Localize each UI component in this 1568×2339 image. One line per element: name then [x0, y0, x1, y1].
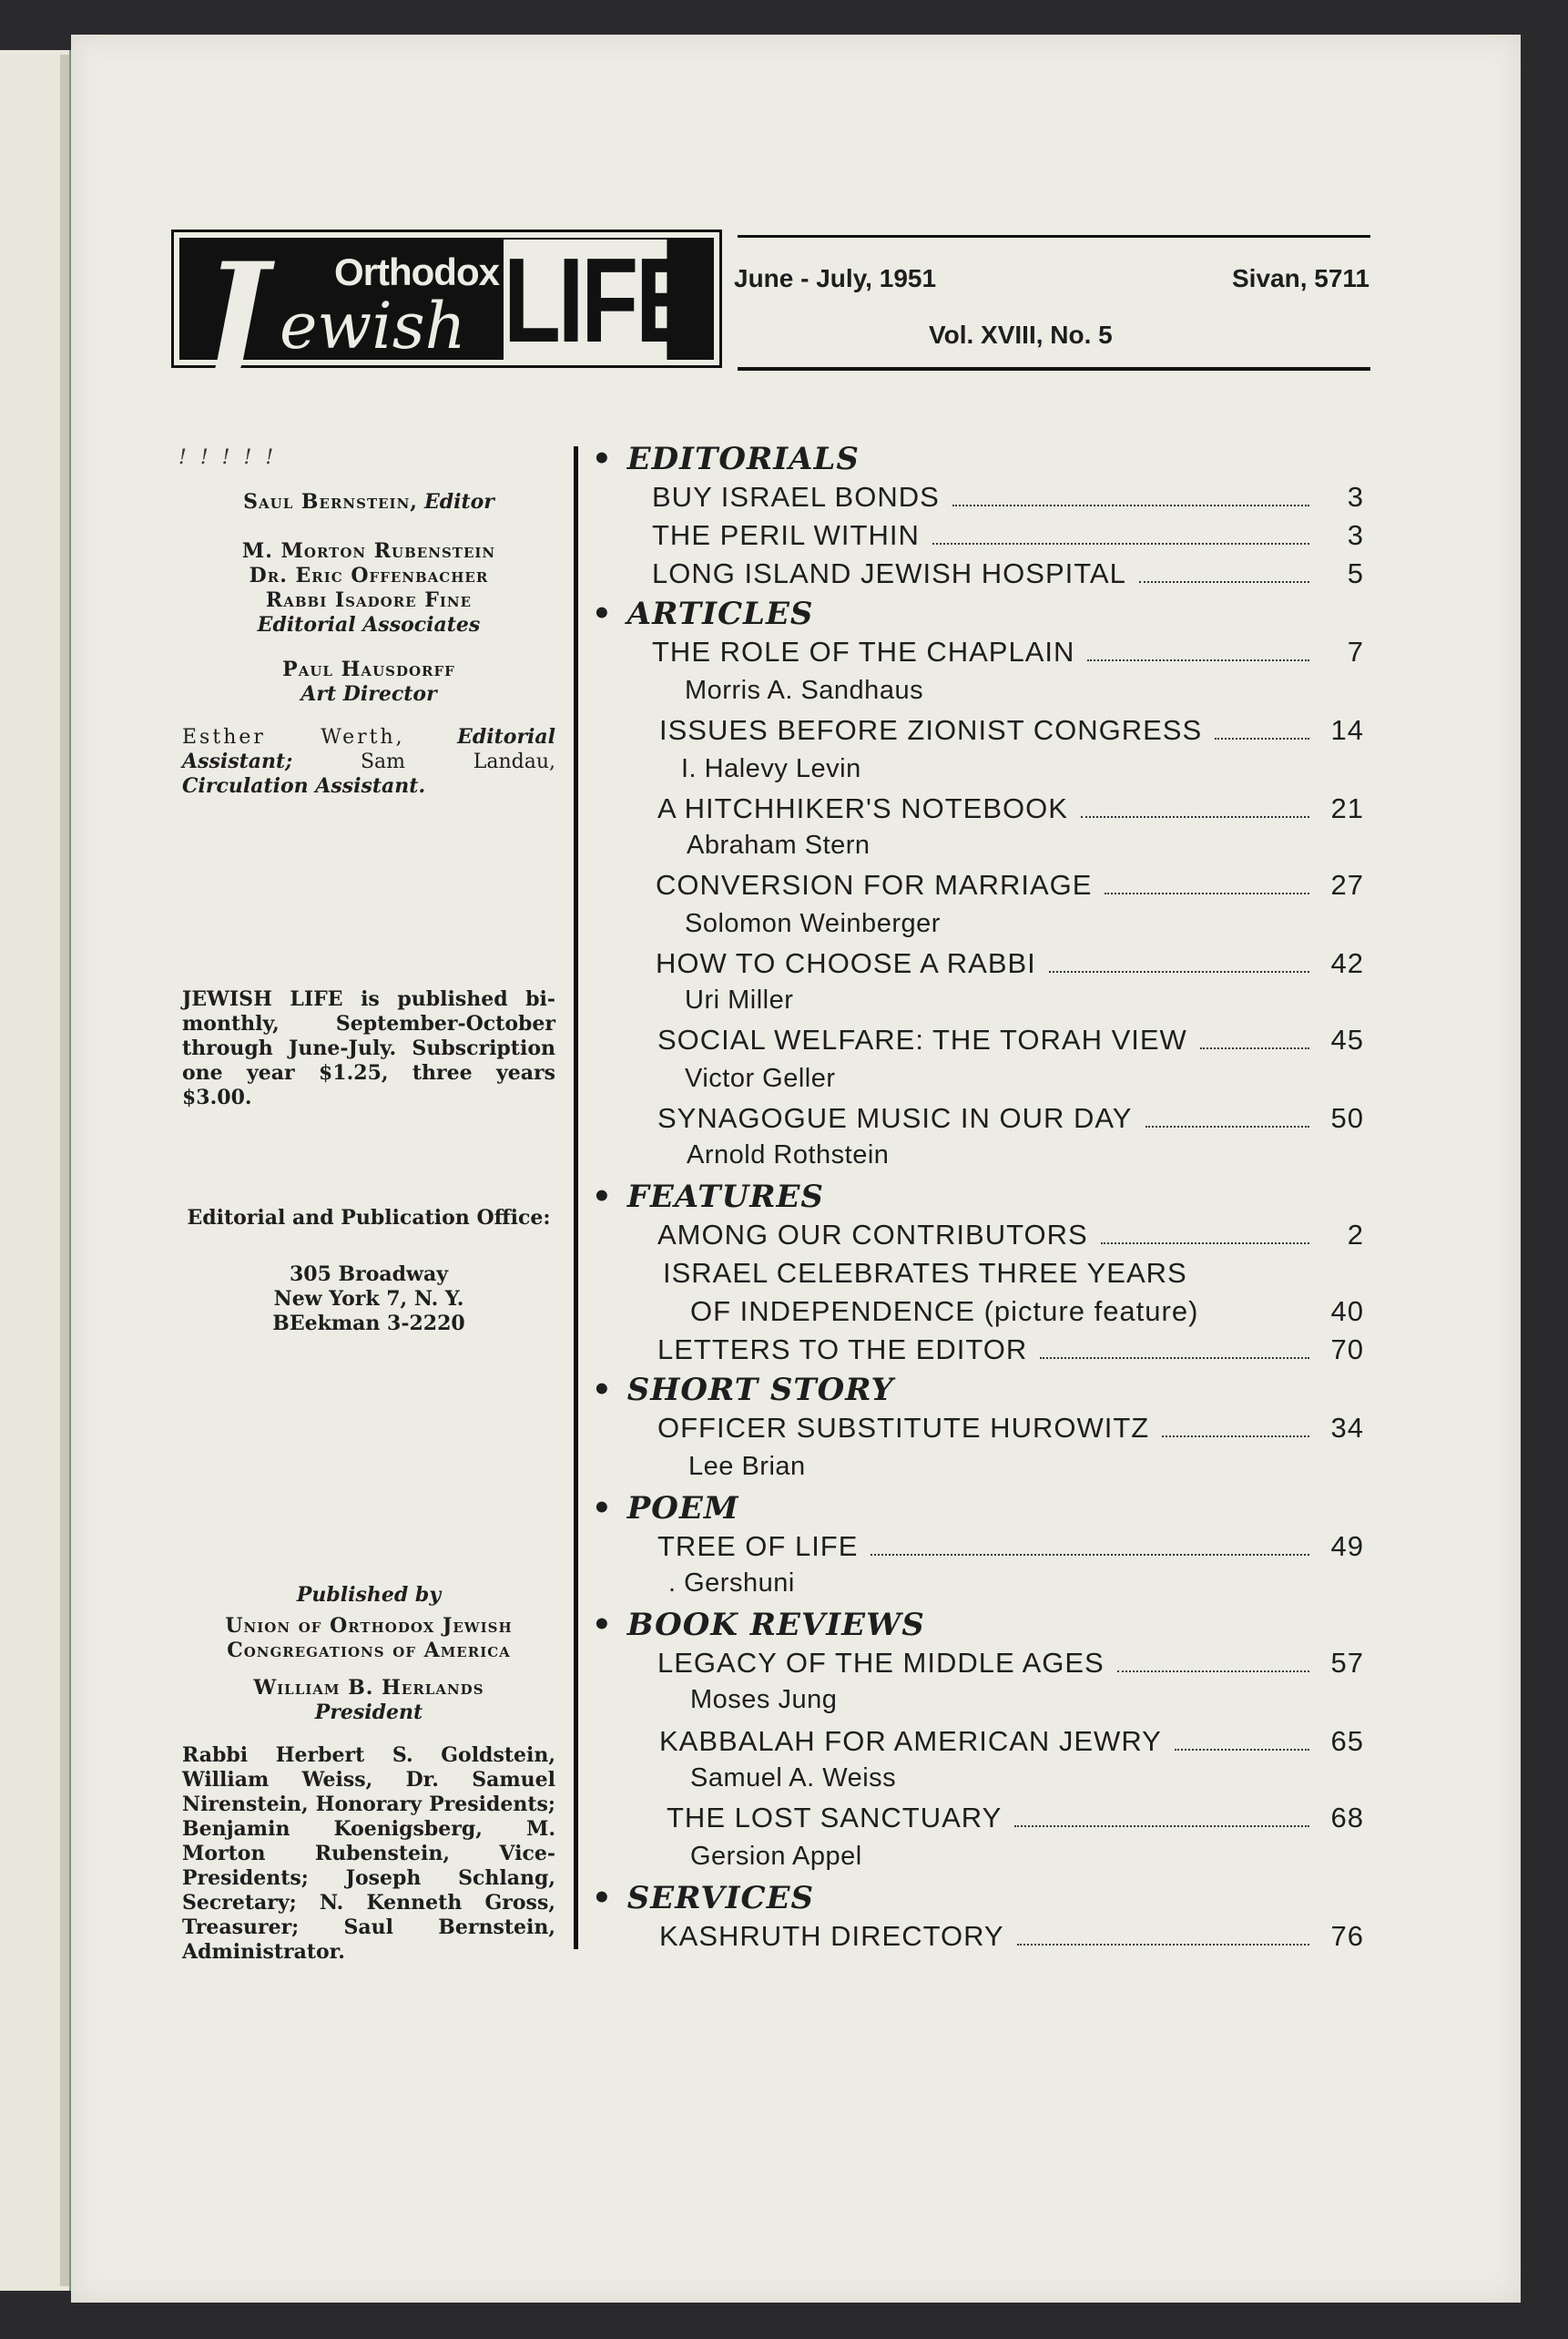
- org-line: Union of Orthodox Jewish: [225, 1614, 513, 1638]
- assistant-name: Esther Werth,: [182, 726, 405, 749]
- toc-item: AMONG OUR CONTRIBUTORS 2: [657, 1219, 1364, 1251]
- section-editorials: • EDITORIALS: [592, 441, 860, 477]
- published-by: Published by: [296, 1583, 442, 1607]
- associate-name: Dr. Eric Offenbacher: [249, 564, 489, 587]
- office-title: Editorial and Publication Office:: [187, 1206, 551, 1230]
- toc-item: OF INDEPENDENCE (picture feature) 40: [690, 1295, 1364, 1327]
- section-articles: • ARTICLES: [592, 596, 814, 632]
- organization-name: [182, 1614, 555, 1663]
- editor-credit: [182, 490, 555, 515]
- editor-name: Saul Bernstein,: [243, 490, 418, 514]
- toc-author: Moses Jung: [690, 1685, 838, 1714]
- toc-item: OFFICER SUBSTITUTE HUROWITZ 34: [657, 1412, 1364, 1444]
- assistant-name: Sam Landau,: [360, 751, 555, 773]
- toc-item: THE ROLE OF THE CHAPLAIN 7: [652, 636, 1364, 668]
- toc-author: Victor Geller: [685, 1064, 836, 1093]
- section-label: SERVICES: [626, 1880, 815, 1916]
- toc-author: Gersion Appel: [690, 1842, 862, 1871]
- org-line: Congregations of America: [227, 1639, 511, 1662]
- volume-number: Vol. XVIII, No. 5: [929, 321, 1113, 349]
- toc-author: Samuel A. Weiss: [690, 1763, 897, 1793]
- toc-item: ISSUES BEFORE ZIONIST CONGRESS 14: [659, 714, 1364, 746]
- assistant-role: Circulation Assistant.: [182, 774, 426, 798]
- toc-item: HOW TO CHOOSE A RABBI 42: [656, 947, 1364, 979]
- issue-date: June - July, 1951: [734, 264, 937, 292]
- section-features: • FEATURES: [592, 1179, 824, 1215]
- president-credit: [182, 1676, 555, 1725]
- office-line: New York 7, N. Y.: [273, 1287, 464, 1311]
- toc-author: Solomon Weinberger: [685, 909, 941, 938]
- toc-item: SYNAGOGUE MUSIC IN OUR DAY 50: [657, 1102, 1364, 1134]
- hebrew-date: Sivan, 5711: [1231, 264, 1369, 292]
- art-director-credit: [182, 658, 555, 707]
- editorial-associates: [182, 539, 555, 638]
- office-line: BEekman 3-2220: [272, 1312, 465, 1335]
- office-line: 305 Broadway: [289, 1262, 449, 1286]
- editor-role: Editor: [423, 490, 494, 514]
- logo-initial: J: [203, 233, 268, 393]
- section-label: BOOK REVIEWS: [626, 1607, 925, 1643]
- logo-orthodox: Orthodox: [334, 250, 499, 293]
- toc-item: A HITCHHIKER'S NOTEBOOK 21: [657, 792, 1364, 824]
- logo-ewish: ewish: [280, 289, 466, 363]
- column-divider: [574, 446, 578, 1949]
- jewish-life-logo: [171, 230, 722, 393]
- art-director-role: Art Director: [300, 682, 437, 706]
- art-director-name: Paul Hausdorff: [282, 658, 455, 681]
- section-poem: • POEM: [592, 1490, 739, 1527]
- spine-shadow: [60, 55, 69, 2286]
- tick-marks: ! ! ! ! !: [178, 446, 278, 469]
- president-name: William B. Herlands: [253, 1676, 484, 1700]
- toc-item-line: ISRAEL CELEBRATES THREE YEARS: [663, 1257, 1187, 1289]
- toc-author: Arnold Rothstein: [687, 1140, 890, 1170]
- toc-item: LETTERS TO THE EDITOR 70: [657, 1333, 1364, 1365]
- logo-life: LIFE: [504, 233, 696, 367]
- toc-item: CONVERSION FOR MARRIAGE 27: [656, 869, 1364, 901]
- toc-item: KASHRUTH DIRECTORY 76: [659, 1920, 1364, 1952]
- toc-item: LEGACY OF THE MIDDLE AGES 57: [657, 1647, 1364, 1679]
- toc-item: THE PERIL WITHIN 3: [652, 519, 1364, 551]
- assistant-role: Editorial Assistant;: [182, 725, 555, 773]
- section-book-reviews: • BOOK REVIEWS: [592, 1607, 925, 1643]
- president-role: President: [314, 1701, 423, 1724]
- section-label: SHORT STORY: [626, 1372, 894, 1408]
- toc-author: I. Halevy Levin: [681, 754, 861, 783]
- section-label: FEATURES: [626, 1179, 824, 1215]
- toc-item: THE LOST SANCTUARY 68: [667, 1802, 1364, 1833]
- masthead-rule-bottom: [738, 367, 1370, 371]
- toc-author: . Gershuni: [668, 1568, 795, 1598]
- section-label: EDITORIALS: [626, 441, 860, 477]
- assistants-credit: [182, 725, 555, 799]
- toc-item: SOCIAL WELFARE: THE TORAH VIEW 45: [657, 1024, 1364, 1056]
- section-label: POEM: [626, 1490, 739, 1527]
- toc-item: LONG ISLAND JEWISH HOSPITAL 5: [652, 557, 1364, 589]
- masthead-rule-top: [738, 235, 1370, 238]
- associates-role: Editorial Associates: [257, 613, 481, 637]
- publication-info: JEWISH LIFE is published bi-monthly, September-October through June-July. Subscription one year $1.25, three years $3.00.: [182, 987, 555, 1109]
- associate-name: M. Morton Rubenstein: [241, 539, 496, 563]
- toc-item: KABBALAH FOR AMERICAN JEWRY 65: [659, 1725, 1364, 1757]
- toc-author: Uri Miller: [685, 986, 794, 1015]
- toc-author: Morris A. Sandhaus: [685, 676, 924, 705]
- officers-list: Rabbi Herbert S. Goldstein, William Weiss, Dr. Samuel Nirenstein, Honorary Presidents; Benjamin Koenigsberg, M. Morton Rubenstein, Vice-Presidents; Joseph Schlang, Secretary; N. Kenneth Gross, Treasurer; Saul Bernstein, Administrator.: [182, 1743, 555, 1964]
- section-services: • SERVICES: [592, 1880, 815, 1916]
- office-address: [182, 1262, 555, 1336]
- toc-item: BUY ISRAEL BONDS 3: [652, 481, 1364, 513]
- toc-author: Lee Brian: [688, 1452, 806, 1481]
- section-short-story: • SHORT STORY: [592, 1372, 894, 1408]
- toc-author: Abraham Stern: [687, 831, 871, 860]
- toc-item: TREE OF LIFE 49: [657, 1530, 1364, 1562]
- associate-name: Rabbi Isadore Fine: [265, 588, 473, 612]
- section-label: ARTICLES: [626, 596, 814, 632]
